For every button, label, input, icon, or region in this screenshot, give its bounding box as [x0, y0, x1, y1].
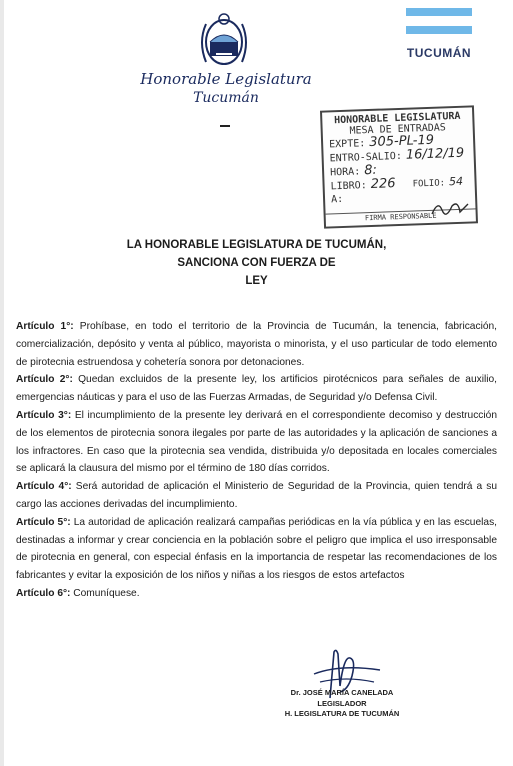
legislature-signature-logo	[140, 70, 312, 108]
stamp-expte-label: EXPTE:	[328, 138, 366, 151]
stamp-libro-value: 226	[370, 176, 396, 192]
stamp-signature-scribble	[430, 196, 470, 220]
stamp-folio-value: 54	[448, 174, 464, 189]
legislature-province: Tucumán	[193, 90, 259, 106]
heading-line-2: SANCIONA CON FUERZA DE	[177, 257, 336, 269]
article-3	[16, 407, 497, 478]
stamp-expte-value: 305-PL-19	[368, 132, 435, 151]
signer-institution: H. LEGISLATURA DE TUCUMÁN	[284, 709, 400, 718]
legislature-name: Honorable Legislatura	[140, 70, 312, 88]
article-4	[16, 478, 497, 514]
signer-role: LEGISLADOR	[317, 698, 367, 708]
article-text: El incumplimiento de la presente ley derivará en el correspondiente decomiso y destrucción de los elementos de pirotecnia sonora ilegales por parte de las autoridades y la aplicación de sanciones a los infractores. En caso que la pirotecnia sea vendida, distribuida y/o depositada en locales comerciales se aplicará la clausura del mismo por el término de 180 días corridos.	[16, 409, 497, 475]
article-6	[16, 585, 497, 603]
article-label: Artículo 6°:	[16, 587, 71, 599]
stamp-entro-value: 16/12/19	[405, 145, 465, 163]
law-articles	[16, 318, 497, 603]
stamp-subtitle: MESA DE ENTRADAS	[349, 122, 447, 137]
article-label: Artículo 4°:	[16, 481, 72, 493]
article-text: La autoridad de aplicación realizará campañas periódicas en la vía pública y en las escuelas, destinadas a informar y crear conciencia en la población sobre el peligro que implica el uso irresponsable de pirotecnia en general, con especial énfasis en la importancia de respetar las recomendaciones de los fabricantes y evitar la exposición de los niños y niñas a los riesgos de estos artefactos	[16, 516, 497, 582]
stamp-hora-value: 8:	[363, 162, 378, 179]
heading-line-3: LEY	[245, 275, 268, 287]
article-text: Comuníquese.	[70, 587, 140, 599]
article-label: Artículo 1°:	[16, 321, 74, 332]
coat-of-arms-icon	[196, 10, 252, 70]
province-logo-text: TUCUMÁN	[406, 46, 472, 60]
header-dash	[220, 125, 230, 127]
stamp-a-label: A:	[330, 193, 344, 206]
article-text: Será autoridad de aplicación el Ministerio de Seguridad de la Provincia, quien tendrá a su cargo las acciones derivadas del incumplimiento.	[16, 481, 497, 510]
page-edge-shadow	[0, 0, 4, 766]
article-label: Artículo 3°:	[16, 409, 72, 421]
article-label: Artículo 2°:	[16, 374, 73, 386]
article-1	[16, 318, 497, 371]
stamp-title: HONORABLE LEGISLATURA	[333, 110, 461, 127]
signature-block	[272, 688, 412, 720]
stamp-libro-label: LIBRO:	[330, 180, 367, 193]
article-2	[16, 371, 497, 407]
heading-line-1: LA HONORABLE LEGISLATURA DE TUCUMÁN,	[126, 239, 387, 251]
tucuman-flag-icon	[406, 8, 472, 42]
stamp-firma-label: FIRMA RESPONSABLE	[326, 208, 476, 223]
article-text: Prohíbase, en todo el territorio de la Provincia de Tucumán, la tenencia, fabricación, comercialización, depósito y venta al público, mayorista o minorista, y el uso particular de todo elemento de pirotecnia estruendosa y cohetería sonora por detonaciones.	[16, 321, 497, 368]
signer-name: Dr. JOSÉ MARÍA CANELADA	[290, 688, 394, 697]
stamp-hora-label: HORA:	[329, 166, 361, 179]
law-heading	[80, 236, 433, 290]
stamp-entro-label: ENTRO-SALIO:	[329, 150, 403, 165]
article-label: Artículo 5°:	[16, 516, 71, 528]
article-5	[16, 514, 497, 585]
stamp-folio-label: FOLIO:	[412, 178, 446, 190]
article-text: Quedan excluidos de la presente ley, los artificios pirotécnicos para señales de auxilio, emergencias náuticas y para el uso de las Fuerzas Armadas, de Seguridad y/o Defensa Civil.	[16, 374, 497, 404]
